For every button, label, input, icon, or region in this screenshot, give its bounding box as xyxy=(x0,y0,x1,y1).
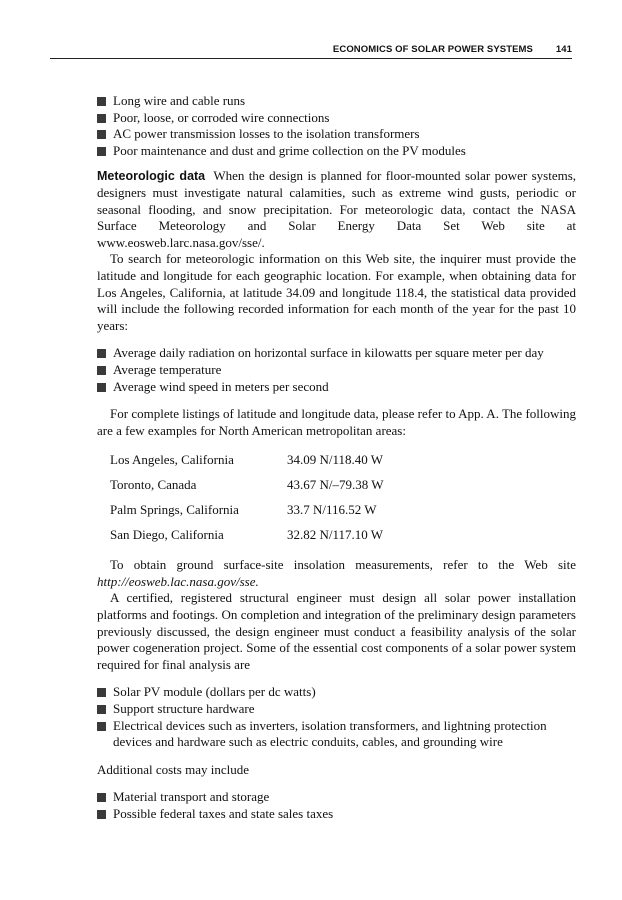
location-name: Toronto, Canada xyxy=(110,477,197,493)
list-item: Electrical devices such as inverters, isolation transformers, and lightning protection devices and hardware such as electric conduits, cables, and grounding wire xyxy=(97,718,576,751)
recorded-info-list xyxy=(97,345,576,395)
location-name: Palm Springs, California xyxy=(110,502,239,518)
location-table xyxy=(110,448,576,548)
location-name: Los Angeles, California xyxy=(110,452,234,468)
location-row xyxy=(110,473,576,498)
list-item: Solar PV module (dollars per dc watts) xyxy=(97,684,576,701)
insolation-link[interactable]: http://eosweb.lac.nasa.gov/sse. xyxy=(97,573,259,589)
running-title: ECONOMICS OF SOLAR POWER SYSTEMS xyxy=(332,44,533,55)
list-item: Long wire and cable runs xyxy=(97,93,576,110)
additional-costs-list xyxy=(97,789,576,822)
location-coords: 32.82 N/117.10 W xyxy=(287,527,384,543)
list-item: Support structure hardware xyxy=(97,701,576,718)
list-item: Average daily radiation on horizontal surface in kilowatts per square meter per day xyxy=(97,345,576,362)
engineer-paragraph: A certified, registered structural engineer must design all solar power installation platforms and footings. On completion and integration of the preliminary design parameters previously discussed, the design engineer must conduct a feasibility analysis of the solar power cogeneration project. Some of the essential cost components of a solar power system required for final analysis are xyxy=(97,590,576,672)
insolation-text: To obtain ground surface-site insolation measurements, refer to the Web site xyxy=(110,557,576,573)
list-item: AC power transmission losses to the isolation transformers xyxy=(97,126,576,143)
location-row xyxy=(110,498,576,523)
location-row xyxy=(110,523,576,548)
page-body xyxy=(97,93,576,823)
additional-costs-intro: Additional costs may include xyxy=(97,761,250,777)
location-name: San Diego, California xyxy=(110,527,224,543)
list-item: Average temperature xyxy=(97,362,576,379)
running-header xyxy=(50,44,572,59)
insolation-paragraph xyxy=(97,557,576,590)
list-item: Poor, loose, or corroded wire connections xyxy=(97,110,576,127)
location-coords: 33.7 N/116.52 W xyxy=(287,502,377,518)
meteorologic-heading: Meteorologic data xyxy=(97,169,206,184)
wiring-loss-list xyxy=(97,93,576,159)
location-coords: 43.67 N/–79.38 W xyxy=(287,477,384,493)
listings-paragraph: For complete listings of latitude and longitude data, please refer to App. A. The following are a few examples for North American metropolitan areas: xyxy=(97,406,576,438)
list-item: Material transport and storage xyxy=(97,789,576,806)
page-number: 141 xyxy=(555,44,572,55)
cost-components-list xyxy=(97,684,576,750)
list-item: Poor maintenance and dust and grime collection on the PV modules xyxy=(97,143,576,160)
list-item: Possible federal taxes and state sales taxes xyxy=(97,806,576,823)
meteorologic-paragraph xyxy=(97,168,576,251)
meteorologic-text: When the design is planned for floor-mounted solar power systems, designers must investigate natural calamities, such as extreme wind gusts, periodic or seasonal flooding, and snow precipitation. For meteorologic data, contact the NASA Surface Meteorology and Solar Energy Data Set Web site at www.eosweb.larc.nasa.gov/sse/. xyxy=(97,168,577,250)
location-coords: 34.09 N/118.40 W xyxy=(287,452,384,468)
list-item: Average wind speed in meters per second xyxy=(97,379,576,396)
search-paragraph: To search for meteorologic information on this Web site, the inquirer must provide the latitude and longitude for each geographic location. For example, when obtaining data for Los Angeles, California, at latitude 34.09 and longitude 118.4, the statistical data provided will include the following recorded information for each month of the year for the past 10 years: xyxy=(97,251,576,333)
location-row xyxy=(110,448,576,473)
